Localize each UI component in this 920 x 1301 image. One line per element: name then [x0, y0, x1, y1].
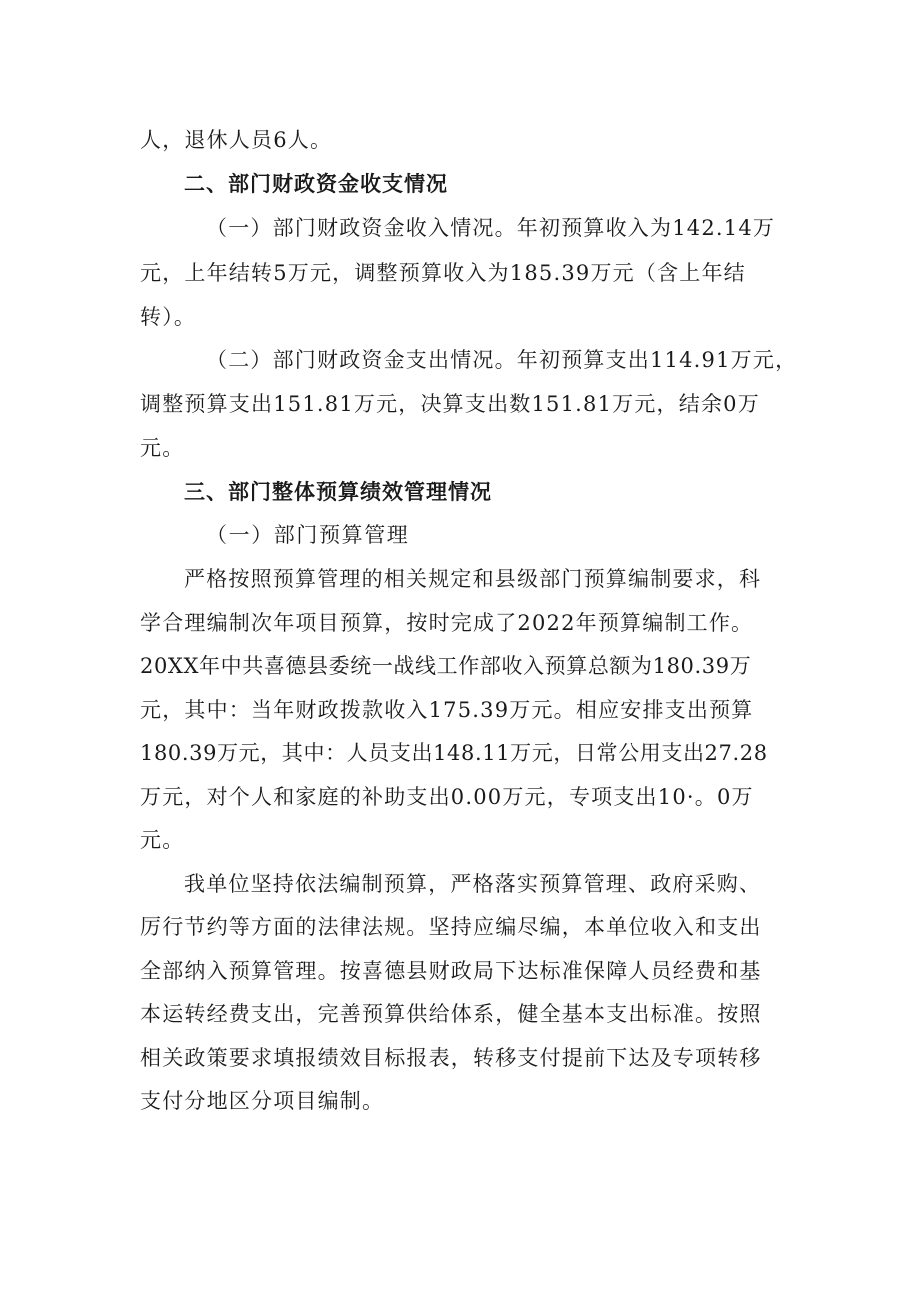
text-line: 厉行节约等方面的法律法规。坚持应编尽编，本单位收入和支出: [140, 915, 762, 939]
text-line: 元。: [140, 828, 185, 852]
text-line: 调整预算支出151.81万元，决算支出数151.81万元，结余0万: [140, 392, 760, 416]
subsection-heading: （一）部门预算管理: [206, 523, 410, 547]
text-line: 元。: [140, 436, 185, 460]
text-line: 相关政策要求填报绩效目标报表，转移支付提前下达及专项转移: [140, 1046, 762, 1070]
text-line: 严格按照预算管理的相关规定和县级部门预算编制要求，科: [184, 567, 762, 591]
text-line: （一）部门财政资金收入情况。年初预算收入为142.14万: [206, 216, 776, 240]
text-line: 元，上年结转5万元，调整预算收入为185.39万元（含上年结: [140, 261, 746, 285]
text-line: 20XX年中共喜德县委统一战线工作部收入预算总额为180.39万: [140, 654, 752, 678]
text-line: 支付分地区分项目编制。: [140, 1089, 385, 1113]
section-heading-2: 二、部门财政资金收支情况: [184, 172, 448, 196]
text-line: 人，退休人员6人。: [140, 128, 333, 152]
text-line: 学合理编制次年项目预算，按时完成了2022年预算编制工作。: [140, 611, 754, 635]
text-line: 我单位坚持依法编制预算，严格落实预算管理、政府采购、: [184, 872, 762, 896]
text-line: 转）。: [140, 305, 197, 329]
text-line: （二）部门财政资金支出情况。年初预算支出114.91万元，: [206, 348, 798, 372]
section-heading-3: 三、部门整体预算绩效管理情况: [184, 480, 492, 504]
text-line: 180.39万元，其中：人员支出148.11万元，日常公用支出27.28: [140, 741, 768, 765]
text-line: 本运转经费支出，完善预算供给体系，健全基本支出标准。按照: [140, 1002, 762, 1026]
text-line: 元，其中：当年财政拨款收入175.39万元。相应安排支出预算: [140, 698, 754, 722]
text-line: 全部纳入预算管理。按喜德县财政局下达标准保障人员经费和基: [140, 959, 762, 983]
text-line: 万元，对个人和家庭的补助支出0.00万元，专项支出10·。0万: [140, 785, 754, 809]
